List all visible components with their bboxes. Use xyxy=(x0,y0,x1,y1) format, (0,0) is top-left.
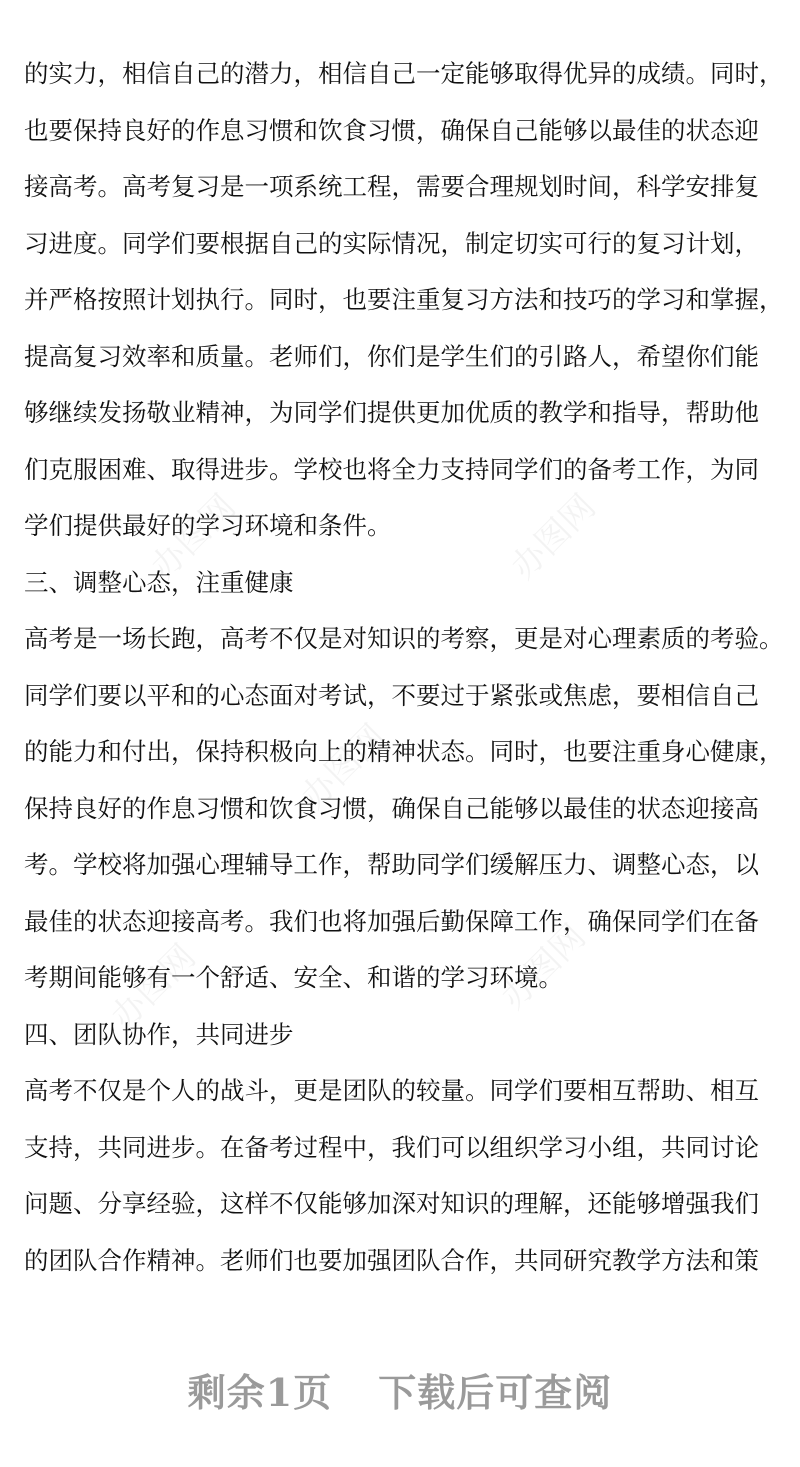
body-line: 们克服困难、取得进步。学校也将全力支持同学们的备考工作，为同 xyxy=(24,454,759,484)
remaining-pages-label: 剩余1页 xyxy=(187,1370,333,1415)
body-line: 支持，共同进步。在备考过程中，我们可以组织学习小组，共同讨论 xyxy=(24,1132,759,1162)
download-prompt[interactable] xyxy=(0,1362,800,1417)
body-line: 习进度。同学们要根据自己的实际情况，制定切实可行的复习计划， xyxy=(24,228,759,258)
body-line: 保持良好的作息习惯和饮食习惯，确保自己能够以最佳的状态迎接高 xyxy=(24,793,759,823)
section-heading: 三、调整心态，注重健康 xyxy=(24,567,294,597)
body-line: 高考不仅是个人的战斗，更是团队的较量。同学们要相互帮助、相互 xyxy=(24,1076,759,1105)
body-line: 的实力，相信自己的潜力，相信自己一定能够取得优异的成绩。同时， xyxy=(24,59,784,88)
body-line: 接高考。高考复习是一项系统工程，需要合理规划时间，科学安排复 xyxy=(24,172,759,201)
body-line: 同学们要以平和的心态面对考试，不要过于紧张或焦虑，要相信自己 xyxy=(24,680,759,710)
download-to-view-label: 下载后可查阅 xyxy=(378,1370,613,1415)
body-line: 学们提供最好的学习环境和条件。 xyxy=(24,511,392,540)
body-line: 高考是一场长跑，高考不仅是对知识的考察，更是对心理素质的考验。 xyxy=(24,624,784,653)
body-line: 考期间能够有一个舒适、安全、和谐的学习环境。 xyxy=(24,963,563,992)
body-line: 考。学校将加强心理辅导工作，帮助同学们缓解压力、调整心态，以 xyxy=(24,850,759,879)
body-line: 提高复习效率和质量。老师们，你们是学生们的引路人，希望你们能 xyxy=(24,341,759,371)
body-line: 最佳的状态迎接高考。我们也将加强后勤保障工作，确保同学们在备 xyxy=(24,906,759,936)
body-line: 够继续发扬敬业精神，为同学们提供更加优质的教学和指导，帮助他 xyxy=(24,398,759,427)
body-line: 问题、分享经验，这样不仅能够加深对知识的理解，还能够增强我们 xyxy=(24,1189,759,1218)
body-line: 并严格按照计划执行。同时，也要注重复习方法和技巧的学习和掌握， xyxy=(24,285,784,314)
document-body xyxy=(24,46,784,1289)
body-line: 的团队合作精神。老师们也要加强团队合作，共同研究教学方法和策 xyxy=(24,1245,759,1275)
section-heading: 四、团队协作，共同进步 xyxy=(24,1019,294,1049)
body-line: 的能力和付出，保持积极向上的精神状态。同时，也要注重身心健康， xyxy=(24,737,784,766)
body-line: 也要保持良好的作息习惯和饮食习惯，确保自己能够以最佳的状态迎 xyxy=(24,115,759,145)
